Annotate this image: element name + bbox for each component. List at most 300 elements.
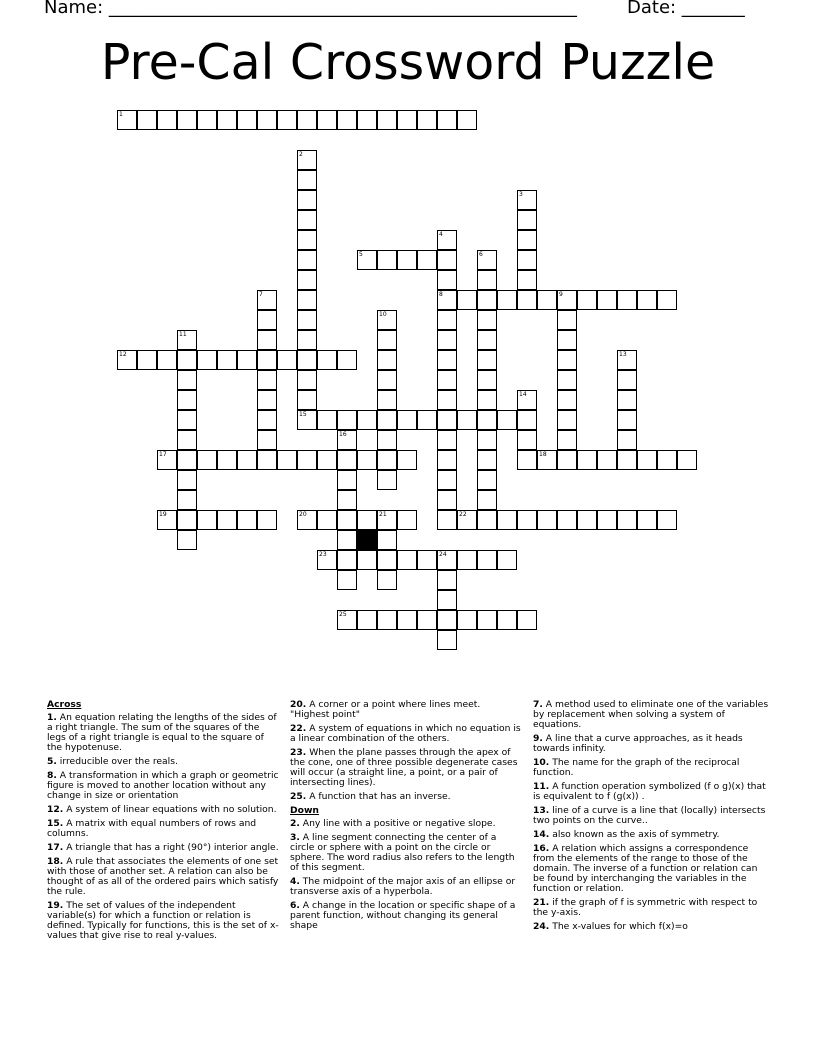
- clues-column-1: [47, 700, 279, 945]
- grid-cell[interactable]: [617, 290, 637, 310]
- grid-cell[interactable]: [457, 610, 477, 630]
- clue-number: 7: [259, 291, 263, 298]
- grid-cell[interactable]: [417, 410, 437, 430]
- clue-item: [47, 857, 279, 897]
- grid-cell[interactable]: [117, 350, 137, 370]
- grid-cell[interactable]: [177, 390, 197, 410]
- clue-item-number: 10.: [533, 757, 550, 768]
- grid-cell[interactable]: [437, 230, 457, 250]
- grid-cell[interactable]: [217, 450, 237, 470]
- grid-cell[interactable]: [337, 430, 357, 450]
- grid-cell[interactable]: [477, 610, 497, 630]
- clue-item-number: 6.: [290, 900, 300, 911]
- grid-cell[interactable]: [517, 430, 537, 450]
- grid-cell[interactable]: [137, 110, 157, 130]
- clue-item: [47, 819, 279, 839]
- grid-cell[interactable]: [437, 410, 457, 430]
- grid-cell[interactable]: [577, 450, 597, 470]
- grid-cell[interactable]: [217, 110, 237, 130]
- grid-cell[interactable]: [317, 510, 337, 530]
- grid-cell[interactable]: [217, 350, 237, 370]
- down-heading: Down: [290, 805, 319, 816]
- grid-cell[interactable]: [477, 490, 497, 510]
- clue-item-number: 24.: [533, 921, 550, 932]
- grid-cell[interactable]: [217, 510, 237, 530]
- grid-cell[interactable]: [337, 550, 357, 570]
- grid-cell[interactable]: [417, 610, 437, 630]
- grid-cell[interactable]: [157, 110, 177, 130]
- grid-cell[interactable]: [637, 290, 657, 310]
- grid-cell[interactable]: [417, 250, 437, 270]
- grid-cell[interactable]: [437, 290, 457, 310]
- grid-cell[interactable]: [637, 510, 657, 530]
- grid-cell[interactable]: [197, 350, 217, 370]
- grid-cell[interactable]: [297, 410, 317, 430]
- clue-item: [533, 782, 769, 802]
- grid-cell[interactable]: [517, 290, 537, 310]
- clue-number: 20: [299, 511, 307, 518]
- grid-cell[interactable]: [437, 270, 457, 290]
- grid-cell[interactable]: [297, 510, 317, 530]
- across-clue-list-continued: [290, 700, 522, 802]
- grid-cell[interactable]: [437, 470, 457, 490]
- grid-cell[interactable]: [257, 410, 277, 430]
- clue-item-text: A matrix with equal numbers of rows and columns.: [47, 818, 257, 839]
- grid-cell[interactable]: [257, 290, 277, 310]
- grid-cell[interactable]: [477, 330, 497, 350]
- grid-cell[interactable]: [297, 210, 317, 230]
- grid-cell[interactable]: [437, 450, 457, 470]
- grid-cell[interactable]: [317, 410, 337, 430]
- grid-cell[interactable]: [397, 550, 417, 570]
- grid-black-cell: [357, 530, 377, 550]
- grid-cell[interactable]: [337, 450, 357, 470]
- grid-cell[interactable]: [397, 110, 417, 130]
- grid-cell[interactable]: [297, 350, 317, 370]
- grid-cell[interactable]: [437, 430, 457, 450]
- grid-cell[interactable]: [637, 450, 657, 470]
- grid-cell[interactable]: [357, 610, 377, 630]
- clue-item: [533, 700, 769, 730]
- clue-item: [47, 771, 279, 801]
- grid-cell[interactable]: [517, 210, 537, 230]
- clue-item: [290, 724, 522, 744]
- grid-cell[interactable]: [257, 390, 277, 410]
- grid-cell[interactable]: [557, 510, 577, 530]
- grid-cell[interactable]: [377, 430, 397, 450]
- page-title: Pre-Cal Crossword Puzzle: [100, 34, 716, 91]
- clue-item-text: The name for the graph of the reciprocal function.: [533, 757, 740, 778]
- grid-cell[interactable]: [257, 350, 277, 370]
- grid-cell[interactable]: [377, 390, 397, 410]
- clue-item-number: 11.: [533, 781, 550, 792]
- clue-item-number: 22.: [290, 723, 307, 734]
- grid-cell[interactable]: [177, 370, 197, 390]
- clue-item: [290, 833, 522, 873]
- clue-item: [290, 877, 522, 897]
- clue-item-number: 20.: [290, 699, 307, 710]
- grid-cell[interactable]: [297, 190, 317, 210]
- grid-cell[interactable]: [517, 190, 537, 210]
- clue-item-number: 8.: [47, 770, 57, 781]
- grid-cell[interactable]: [377, 530, 397, 550]
- grid-cell[interactable]: [437, 510, 457, 530]
- clue-item-number: 19.: [47, 900, 64, 911]
- clue-item-number: 21.: [533, 897, 550, 908]
- grid-cell[interactable]: [317, 350, 337, 370]
- clue-item-text: A system of equations in which no equation is a linear combination of the others.: [290, 723, 521, 744]
- clue-item-text: A relation which assigns a correspondence from the elements of the range to those of the domain. The inverse of a function or relation can be found by interchanging the variables in the function or relation.: [533, 843, 758, 894]
- grid-cell[interactable]: [517, 450, 537, 470]
- clue-item-text: A rule that associates the elements of one set with those of another set. A relation can also be thought of as all of the ordered pairs which satisfy the rule.: [47, 856, 279, 897]
- clue-number: 4: [439, 231, 443, 238]
- grid-cell[interactable]: [377, 450, 397, 470]
- clue-number: 24: [439, 551, 447, 558]
- grid-cell[interactable]: [517, 270, 537, 290]
- grid-cell[interactable]: [357, 410, 377, 430]
- grid-cell[interactable]: [517, 610, 537, 630]
- grid-cell[interactable]: [577, 510, 597, 530]
- grid-cell[interactable]: [437, 110, 457, 130]
- clue-number: 1: [119, 111, 123, 118]
- grid-cell[interactable]: [377, 410, 397, 430]
- grid-cell[interactable]: [437, 570, 457, 590]
- grid-cell[interactable]: [177, 110, 197, 130]
- clue-number: 18: [539, 451, 547, 458]
- grid-cell[interactable]: [177, 470, 197, 490]
- clue-item-text: A corner or a point where lines meet. "Highest point": [290, 699, 481, 720]
- clue-item-text: An equation relating the lengths of the sides of a right triangle. The sum of the squares of the legs of a right triangle is equal to the square of the hypotenuse.: [47, 712, 277, 753]
- grid-cell[interactable]: [377, 370, 397, 390]
- grid-cell[interactable]: [377, 350, 397, 370]
- across-heading: Across: [47, 699, 82, 710]
- clue-item-number: 5.: [47, 756, 57, 767]
- grid-cell[interactable]: [397, 250, 417, 270]
- grid-cell[interactable]: [297, 150, 317, 170]
- clue-item-text: A system of linear equations with no solution.: [63, 804, 277, 815]
- clue-number: 17: [159, 451, 167, 458]
- grid-cell[interactable]: [437, 590, 457, 610]
- grid-cell[interactable]: [277, 350, 297, 370]
- date-field-label: Date: _______: [627, 0, 745, 18]
- grid-cell[interactable]: [277, 450, 297, 470]
- down-clue-list: [290, 819, 522, 931]
- clue-item-text: A function that has an inverse.: [306, 791, 451, 802]
- clue-number: 23: [319, 551, 327, 558]
- clue-number: 5: [359, 251, 363, 258]
- grid-cell[interactable]: [257, 430, 277, 450]
- grid-cell[interactable]: [477, 430, 497, 450]
- clue-item-text: irreducible over the reals.: [56, 756, 178, 767]
- clue-item-text: Any line with a positive or negative slope.: [299, 818, 496, 829]
- grid-cell[interactable]: [597, 450, 617, 470]
- grid-cell[interactable]: [377, 470, 397, 490]
- clue-item-number: 1.: [47, 712, 57, 723]
- grid-cell[interactable]: [497, 510, 517, 530]
- grid-cell[interactable]: [177, 410, 197, 430]
- grid-cell[interactable]: [317, 550, 337, 570]
- grid-cell[interactable]: [177, 350, 197, 370]
- grid-cell[interactable]: [477, 450, 497, 470]
- clue-item-number: 2.: [290, 818, 300, 829]
- grid-cell[interactable]: [337, 530, 357, 550]
- clue-item: [533, 806, 769, 826]
- grid-cell[interactable]: [457, 510, 477, 530]
- grid-cell[interactable]: [617, 510, 637, 530]
- grid-cell[interactable]: [557, 330, 577, 350]
- clue-number: 11: [179, 331, 187, 338]
- grid-cell[interactable]: [497, 410, 517, 430]
- grid-cell[interactable]: [397, 510, 417, 530]
- grid-cell[interactable]: [477, 310, 497, 330]
- grid-cell[interactable]: [557, 290, 577, 310]
- grid-cell[interactable]: [137, 350, 157, 370]
- grid-cell[interactable]: [557, 370, 577, 390]
- grid-cell[interactable]: [477, 410, 497, 430]
- grid-cell[interactable]: [297, 450, 317, 470]
- grid-cell[interactable]: [337, 570, 357, 590]
- grid-cell[interactable]: [297, 170, 317, 190]
- grid-cell[interactable]: [617, 450, 637, 470]
- grid-cell[interactable]: [617, 390, 637, 410]
- grid-cell[interactable]: [357, 450, 377, 470]
- grid-cell[interactable]: [337, 490, 357, 510]
- clue-item-text: A triangle that has a right (90°) interior angle.: [63, 842, 279, 853]
- grid-cell[interactable]: [297, 290, 317, 310]
- grid-cell[interactable]: [337, 470, 357, 490]
- grid-cell[interactable]: [477, 290, 497, 310]
- grid-cell[interactable]: [257, 330, 277, 350]
- clue-item-text: The set of values of the independent variable(s) for which a function or relation is defined. Typically for functions, this is the set of x-values that give rise to real y-values.: [47, 900, 279, 941]
- grid-cell[interactable]: [337, 410, 357, 430]
- clue-item: [47, 805, 279, 815]
- grid-cell[interactable]: [457, 110, 477, 130]
- grid-cell[interactable]: [177, 530, 197, 550]
- grid-cell[interactable]: [477, 470, 497, 490]
- grid-cell[interactable]: [477, 390, 497, 410]
- clue-item: [533, 844, 769, 894]
- clues-column-2: [290, 700, 522, 935]
- grid-cell[interactable]: [557, 450, 577, 470]
- grid-cell[interactable]: [477, 370, 497, 390]
- clue-number: 22: [459, 511, 467, 518]
- clue-item-number: 15.: [47, 818, 64, 829]
- grid-cell[interactable]: [437, 610, 457, 630]
- grid-cell[interactable]: [657, 510, 677, 530]
- grid-cell[interactable]: [437, 630, 457, 650]
- clue-item-text: A line that a curve approaches, as it heads towards infinity.: [533, 733, 743, 754]
- grid-cell[interactable]: [557, 350, 577, 370]
- grid-cell[interactable]: [657, 450, 677, 470]
- grid-cell[interactable]: [417, 110, 437, 130]
- grid-cell[interactable]: [537, 290, 557, 310]
- clue-item-text: also known as the axis of symmetry.: [549, 829, 720, 840]
- clue-item-number: 13.: [533, 805, 550, 816]
- clue-item-number: 18.: [47, 856, 64, 867]
- grid-cell[interactable]: [377, 110, 397, 130]
- grid-cell[interactable]: [617, 410, 637, 430]
- clue-number: 19: [159, 511, 167, 518]
- grid-cell[interactable]: [377, 610, 397, 630]
- grid-cell[interactable]: [437, 490, 457, 510]
- grid-cell[interactable]: [517, 230, 537, 250]
- grid-cell[interactable]: [337, 110, 357, 130]
- grid-cell[interactable]: [517, 390, 537, 410]
- grid-cell[interactable]: [477, 250, 497, 270]
- grid-cell[interactable]: [197, 450, 217, 470]
- clue-number: 16: [339, 431, 347, 438]
- clue-item-number: 23.: [290, 747, 307, 758]
- grid-cell[interactable]: [337, 610, 357, 630]
- grid-cell[interactable]: [537, 510, 557, 530]
- grid-cell[interactable]: [437, 250, 457, 270]
- grid-cell[interactable]: [557, 410, 577, 430]
- clue-number: 6: [479, 251, 483, 258]
- clue-number: 21: [379, 511, 387, 518]
- grid-cell[interactable]: [457, 410, 477, 430]
- grid-cell[interactable]: [257, 510, 277, 530]
- grid-cell[interactable]: [117, 110, 137, 130]
- grid-cell[interactable]: [597, 510, 617, 530]
- grid-cell[interactable]: [377, 550, 397, 570]
- clue-number: 12: [119, 351, 127, 358]
- grid-cell[interactable]: [437, 350, 457, 370]
- grid-cell[interactable]: [457, 290, 477, 310]
- grid-cell[interactable]: [157, 510, 177, 530]
- clue-item-number: 16.: [533, 843, 550, 854]
- grid-cell[interactable]: [437, 310, 457, 330]
- grid-cell[interactable]: [377, 250, 397, 270]
- grid-cell[interactable]: [297, 230, 317, 250]
- clue-item-number: 17.: [47, 842, 64, 853]
- grid-cell[interactable]: [477, 350, 497, 370]
- grid-cell[interactable]: [477, 510, 497, 530]
- grid-cell[interactable]: [497, 290, 517, 310]
- grid-cell[interactable]: [297, 110, 317, 130]
- clue-item-number: 12.: [47, 804, 64, 815]
- grid-cell[interactable]: [417, 550, 437, 570]
- grid-cell[interactable]: [597, 290, 617, 310]
- grid-cell[interactable]: [317, 110, 337, 130]
- grid-cell[interactable]: [357, 550, 377, 570]
- grid-cell[interactable]: [377, 330, 397, 350]
- grid-cell[interactable]: [177, 510, 197, 530]
- grid-cell[interactable]: [317, 450, 337, 470]
- grid-cell[interactable]: [617, 430, 637, 450]
- grid-cell[interactable]: [557, 390, 577, 410]
- clue-item-number: 9.: [533, 733, 543, 744]
- grid-cell[interactable]: [177, 450, 197, 470]
- clue-item: [290, 748, 522, 788]
- clues-column-3: [533, 700, 769, 936]
- grid-cell[interactable]: [517, 510, 537, 530]
- grid-cell[interactable]: [377, 510, 397, 530]
- clue-number: 3: [519, 191, 523, 198]
- grid-cell[interactable]: [537, 450, 557, 470]
- grid-cell[interactable]: [257, 110, 277, 130]
- grid-cell[interactable]: [237, 110, 257, 130]
- grid-cell[interactable]: [377, 570, 397, 590]
- grid-cell[interactable]: [357, 250, 377, 270]
- grid-cell[interactable]: [277, 110, 297, 130]
- clue-item: [47, 713, 279, 753]
- grid-cell[interactable]: [437, 330, 457, 350]
- clue-item-text: line of a curve is a line that (locally) intersects two points on the curve..: [533, 805, 766, 826]
- grid-cell[interactable]: [237, 350, 257, 370]
- grid-cell[interactable]: [337, 350, 357, 370]
- grid-cell[interactable]: [497, 550, 517, 570]
- clue-number: 9: [559, 291, 563, 298]
- clue-item: [533, 734, 769, 754]
- grid-cell[interactable]: [397, 450, 417, 470]
- grid-cell[interactable]: [297, 250, 317, 270]
- grid-cell[interactable]: [557, 430, 577, 450]
- grid-cell[interactable]: [457, 550, 477, 570]
- grid-cell[interactable]: [517, 410, 537, 430]
- clue-number: 8: [439, 291, 443, 298]
- across-clue-list: [47, 713, 279, 941]
- grid-cell[interactable]: [617, 350, 637, 370]
- grid-cell[interactable]: [577, 290, 597, 310]
- grid-cell[interactable]: [297, 330, 317, 350]
- clue-item-number: 14.: [533, 829, 550, 840]
- grid-cell[interactable]: [257, 450, 277, 470]
- grid-cell[interactable]: [177, 330, 197, 350]
- clue-item-text: A change in the location or specific shape of a parent function, without changing its general shape: [290, 900, 516, 931]
- clue-item: [533, 758, 769, 778]
- grid-cell[interactable]: [397, 410, 417, 430]
- name-field-label: Name: ____________________________________________________: [44, 0, 577, 18]
- grid-cell[interactable]: [497, 610, 517, 630]
- grid-cell[interactable]: [337, 510, 357, 530]
- grid-cell[interactable]: [157, 450, 177, 470]
- grid-cell[interactable]: [357, 110, 377, 130]
- clue-item-text: A transformation in which a graph or geometric figure is moved to another location without any change in size or orientation: [47, 770, 279, 801]
- clue-item: [290, 700, 522, 720]
- grid-cell[interactable]: [437, 370, 457, 390]
- grid-cell[interactable]: [437, 390, 457, 410]
- grid-cell[interactable]: [177, 490, 197, 510]
- grid-cell[interactable]: [297, 310, 317, 330]
- grid-cell[interactable]: [297, 270, 317, 290]
- grid-cell[interactable]: [397, 610, 417, 630]
- grid-cell[interactable]: [297, 370, 317, 390]
- grid-cell[interactable]: [257, 310, 277, 330]
- grid-cell[interactable]: [177, 430, 197, 450]
- grid-cell[interactable]: [257, 370, 277, 390]
- grid-cell[interactable]: [197, 110, 217, 130]
- grid-cell[interactable]: [437, 550, 457, 570]
- grid-cell[interactable]: [197, 510, 217, 530]
- grid-cell[interactable]: [657, 290, 677, 310]
- grid-cell[interactable]: [157, 350, 177, 370]
- grid-cell[interactable]: [237, 450, 257, 470]
- grid-cell[interactable]: [557, 310, 577, 330]
- clue-item: [533, 898, 769, 918]
- grid-cell[interactable]: [477, 270, 497, 290]
- clue-item: [290, 792, 522, 802]
- grid-cell[interactable]: [237, 510, 257, 530]
- grid-cell[interactable]: [357, 510, 377, 530]
- grid-cell[interactable]: [477, 550, 497, 570]
- clue-item-number: 7.: [533, 699, 543, 710]
- grid-cell[interactable]: [617, 370, 637, 390]
- clue-number: 14: [519, 391, 527, 398]
- grid-cell[interactable]: [677, 450, 697, 470]
- grid-cell[interactable]: [517, 250, 537, 270]
- grid-cell[interactable]: [297, 390, 317, 410]
- grid-cell[interactable]: [377, 310, 397, 330]
